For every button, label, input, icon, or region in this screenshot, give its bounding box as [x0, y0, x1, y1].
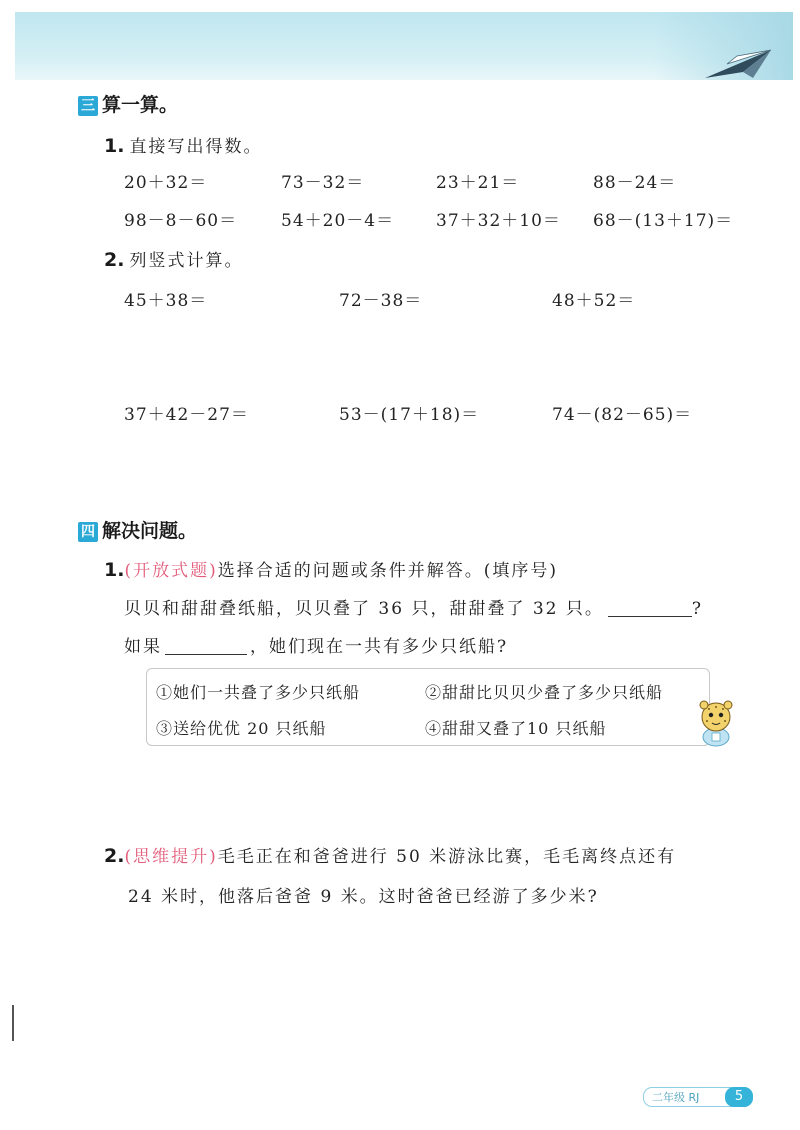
s4-q1-line1-end: ?: [691, 599, 704, 619]
s4-q1-line2: [124, 632, 508, 657]
expression: 72－38＝: [339, 291, 423, 311]
s4-q2-text-2: 24 米时，他落后爸爸 9 米。这时爸爸已经游了多少米?: [128, 887, 599, 907]
page-number: 5: [725, 1087, 753, 1107]
expression: 98－8－60＝: [124, 211, 238, 231]
mascot-icon: [697, 697, 735, 747]
expression: 53－(17＋18)＝: [339, 405, 480, 425]
answer-blank[interactable]: [165, 636, 247, 655]
page-footer: [643, 1087, 753, 1107]
expression: 74－(82－65)＝: [552, 405, 693, 425]
s3-q2-number: 2.: [104, 249, 125, 271]
answer-blank[interactable]: [608, 598, 692, 617]
s3-q2: [104, 246, 244, 271]
header-band: [15, 12, 793, 80]
s3-q2-text: 列竖式计算。: [129, 251, 244, 271]
expression: 68－(13＋17)＝: [593, 211, 734, 231]
s4-q2-number: 2.: [104, 845, 125, 867]
grade-label: 二年级 RJ: [652, 1091, 700, 1104]
s3-q1: [104, 132, 263, 157]
expression: 54＋20－4＝: [281, 211, 395, 231]
s4-q1-line2-a: 如果: [124, 637, 162, 657]
scan-mark: [12, 1005, 14, 1041]
s4-q1-line1-text: 贝贝和甜甜叠纸船，贝贝叠了 36 只，甜甜叠了 32 只。: [124, 599, 604, 619]
s4-q1-number: 1.: [104, 559, 125, 581]
expression: 37＋42－27＝: [124, 405, 249, 425]
s4-q2-tag: (思维提升): [124, 847, 218, 867]
expression: 37＋32＋10＝: [436, 211, 561, 231]
section-4-title: 解决问题。: [102, 520, 198, 542]
s4-q1-text: 选择合适的问题或条件并解答。(填序号): [217, 561, 558, 581]
option-item: ③送给优优 20 只纸船: [156, 719, 327, 738]
s4-q1-line1: [124, 594, 703, 619]
expression: 23＋21＝: [436, 173, 520, 193]
section-3-heading: [78, 90, 178, 117]
s4-q1-line2-b: ，她们现在一共有多少只纸船?: [250, 637, 509, 657]
s4-q2: [104, 842, 676, 867]
option-item: ①她们一共叠了多少只纸船: [156, 683, 361, 702]
s4-q1: [104, 556, 558, 581]
s3-q1-text: 直接写出得数。: [129, 137, 263, 157]
option-item: ④甜甜又叠了10 只纸船: [425, 719, 607, 738]
s3-q1-number: 1.: [104, 135, 125, 157]
paper-plane-icon: [703, 44, 773, 80]
s4-q1-tag: (开放式题): [124, 561, 218, 581]
option-item: ②甜甜比贝贝少叠了多少只纸船: [425, 683, 664, 702]
s4-q2-text-1: 毛毛正在和爸爸进行 50 米游泳比赛，毛毛离终点还有: [217, 847, 677, 867]
section-3-title: 算一算。: [102, 94, 179, 116]
expression: 48＋52＝: [552, 291, 636, 311]
expression: 73－32＝: [281, 173, 365, 193]
expression: 45＋38＝: [124, 291, 208, 311]
expression: 20＋32＝: [124, 173, 208, 193]
expression: 88－24＝: [593, 173, 677, 193]
section-3-badge: 三: [78, 96, 98, 116]
section-4-badge: 四: [78, 522, 98, 542]
section-4-heading: [78, 516, 197, 543]
